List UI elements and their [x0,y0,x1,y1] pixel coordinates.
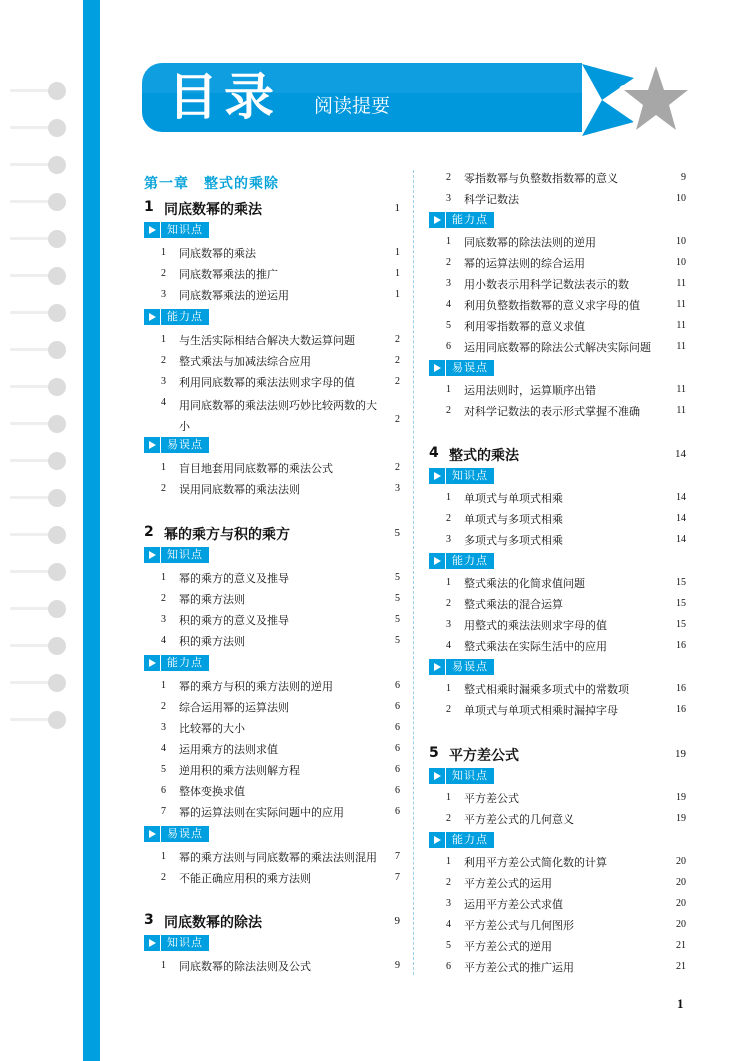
entry-title: 逆用积的乘方法则解方程 [179,764,300,777]
entry-page: 5 [395,593,400,604]
toc-entry[interactable] [144,633,400,651]
entry-number: 4 [446,919,451,930]
toc-entry[interactable] [144,870,400,888]
entry-title: 平方差公式的逆用 [464,940,552,953]
tag-label: 易误点 [161,826,209,842]
page-title: 目录 [168,68,280,126]
entry-page: 6 [395,680,400,691]
section-number: 2 [144,524,154,540]
entry-number: 7 [161,806,166,817]
toc-entry[interactable] [144,266,400,284]
entry-title: 盲目地套用同底数幂的乘法公式 [179,462,333,475]
entry-number: 2 [161,355,166,366]
toc-entry[interactable] [429,790,686,808]
toc-entry[interactable] [144,332,400,350]
entry-title: 幂的乘方的意义及推导 [179,572,289,585]
entry-page: 20 [676,919,686,930]
entry-number: 1 [446,577,451,588]
entry-page: 7 [395,851,400,862]
entry-title: 整式相乘时漏乘多项式中的常数项 [464,683,629,696]
tag-label: 知识点 [161,222,209,238]
entry-title: 平方差公式的推广运用 [464,961,574,974]
toc-entry[interactable] [429,191,686,209]
entry-title: 用小数表示用科学记数法表示的数 [464,278,629,291]
entry-number: 1 [161,851,166,862]
tag-label: 能力点 [161,309,209,325]
entry-page: 9 [681,172,686,183]
entry-number: 1 [161,247,166,258]
entry-title: 幂的运算法则在实际问题中的应用 [179,806,344,819]
entry-title: 运用乘方的法则求值 [179,743,278,756]
entry-page: 11 [676,384,686,395]
entry-page: 9 [395,960,400,971]
section-number: 1 [144,199,154,215]
binder-hole [48,230,66,248]
entry-number: 1 [161,680,166,691]
tag-label: 能力点 [446,832,494,848]
entry-title: 整式乘法与加减法综合应用 [179,355,311,368]
entry-title: 积的乘方法则 [179,635,245,648]
column-divider [413,170,414,975]
entry-page: 6 [395,743,400,754]
entry-title: 单项式与单项式相乘时漏掉字母 [464,704,618,717]
entry-number: 1 [161,572,166,583]
entry-number: 6 [161,785,166,796]
entry-title: 整式乘法的化简求值问题 [464,577,585,590]
entry-title: 运用平方差公式求值 [464,898,563,911]
toc-entry[interactable] [429,318,686,336]
entry-number: 1 [446,492,451,503]
entry-page: 6 [395,701,400,712]
entry-number: 2 [446,877,451,888]
entry-page: 2 [395,334,400,345]
entry-title: 单项式与多项式相乘 [464,513,563,526]
page-number: 1 [677,996,684,1011]
entry-number: 3 [161,376,166,387]
entry-page: 19 [676,792,686,803]
entry-title: 整体变换求值 [179,785,245,798]
entry-page: 6 [395,764,400,775]
entry-number: 4 [446,640,451,651]
toc-entry[interactable] [144,849,400,867]
entry-page: 16 [676,683,686,694]
entry-page: 19 [676,813,686,824]
section-heading[interactable] [144,912,400,932]
entry-title: 误用同底数幂的乘法法则 [179,483,300,496]
entry-title: 运用同底数幂的除法公式解决实际问题 [464,341,651,354]
entry-number: 3 [446,898,451,909]
toc-entry[interactable] [429,575,686,593]
page-subtitle: 阅读提要 [314,95,391,117]
entry-number: 1 [446,236,451,247]
tag-label: 能力点 [446,212,494,228]
entry-title: 利用负整数指数幂的意义求字母的值 [464,299,640,312]
section-title: 幂的乘方与积的乘方 [164,527,290,543]
toc-entry[interactable] [429,681,686,699]
play-triangle-icon [429,360,445,376]
entry-title: 综合运用幂的运算法则 [179,701,289,714]
entry-title: 同底数幂乘法的推广 [179,268,278,281]
toc-entry[interactable] [144,374,400,392]
entry-page: 10 [676,257,686,268]
toc-entry[interactable] [144,353,400,371]
entry-number: 2 [161,593,166,604]
entry-page: 11 [676,320,686,331]
entry-number: 4 [161,635,166,646]
entry-title: 积的乘方的意义及推导 [179,614,289,627]
entry-number: 3 [161,722,166,733]
binder-hole [48,82,66,100]
binder-hole [48,378,66,396]
toc-entry[interactable] [144,958,400,976]
entry-page: 2 [395,376,400,387]
entry-title: 幂的乘方法则与同底数幂的乘法法则混用 [179,851,377,864]
section-page: 19 [675,748,686,760]
entry-page: 1 [395,289,400,300]
entry-title: 整式乘法在实际生活中的应用 [464,640,607,653]
entry-page: 1 [395,247,400,258]
toc-entry[interactable] [429,617,686,635]
toc-entry[interactable] [429,596,686,614]
section-number: 4 [429,445,439,461]
play-triangle-icon [144,222,160,238]
play-triangle-icon [144,826,160,842]
entry-page: 5 [395,572,400,583]
section-title: 整式的乘法 [449,448,519,464]
entry-number: 2 [446,704,451,715]
toc-entry[interactable] [429,532,686,550]
play-triangle-icon [144,655,160,671]
toc-entry[interactable] [429,234,686,252]
toc-entry[interactable] [429,511,686,529]
section-number: 5 [429,745,439,761]
entry-page: 16 [676,704,686,715]
entry-page: 1 [395,268,400,279]
entry-number: 5 [161,764,166,775]
toc-entry[interactable] [144,245,400,263]
binder-hole [48,489,66,507]
entry-page: 2 [395,414,400,425]
entry-number: 1 [446,683,451,694]
entry-title: 用同底数幂的乘法法则巧妙比较两数的大小 [179,399,377,433]
entry-page: 10 [676,193,686,204]
entry-title: 对科学记数法的表示形式掌握不准确 [464,405,640,418]
entry-page: 11 [676,278,686,289]
entry-number: 3 [161,289,166,300]
toc-entry[interactable] [429,170,686,188]
tag-label: 知识点 [161,547,209,563]
section-title: 平方差公式 [449,748,519,764]
toc-entry[interactable] [429,702,686,720]
toc-entry[interactable] [144,287,400,305]
play-triangle-icon [429,212,445,228]
entry-title: 同底数幂乘法的逆运用 [179,289,289,302]
entry-number: 2 [446,598,451,609]
section-heading[interactable] [429,745,686,765]
entry-page: 11 [676,341,686,352]
entry-number: 2 [161,701,166,712]
play-triangle-icon [144,547,160,563]
entry-page: 14 [676,492,686,503]
entry-page: 11 [676,299,686,310]
entry-page: 20 [676,877,686,888]
binder-hole [48,674,66,692]
toc-entry[interactable] [144,741,400,759]
entry-page: 5 [395,635,400,646]
section-heading[interactable] [144,524,400,544]
play-triangle-icon [144,309,160,325]
binder-hole [48,156,66,174]
entry-number: 6 [446,961,451,972]
toc-entry[interactable] [429,297,686,315]
tag-label: 知识点 [446,768,494,784]
entry-page: 6 [395,785,400,796]
section-page: 9 [394,915,400,927]
entry-title: 平方差公式的几何意义 [464,813,574,826]
entry-page: 5 [395,614,400,625]
binder-hole [48,341,66,359]
tag-label: 能力点 [161,655,209,671]
toc-entry[interactable] [429,959,686,977]
entry-title: 利用同底数幂的乘法法则求字母的值 [179,376,355,389]
tag-label: 易误点 [161,437,209,453]
play-triangle-icon [429,768,445,784]
binder-hole [48,526,66,544]
entry-page: 6 [395,806,400,817]
tag-label: 知识点 [446,468,494,484]
entry-number: 1 [161,462,166,473]
section-title: 同底数幂的除法 [164,915,262,931]
binder-hole [48,711,66,729]
binder-hole [48,304,66,322]
entry-number: 2 [446,513,451,524]
entry-number: 6 [446,341,451,352]
section-heading[interactable] [429,445,686,465]
entry-number: 5 [446,320,451,331]
toc-entry[interactable] [144,678,400,696]
entry-number: 1 [161,960,166,971]
entry-number: 2 [161,872,166,883]
toc-entry[interactable] [144,481,400,499]
toc-entry[interactable] [429,382,686,400]
entry-title: 零指数幂与负整数指数幂的意义 [464,172,618,185]
entry-number: 3 [446,619,451,630]
section-heading[interactable] [144,199,400,219]
section-number: 3 [144,912,154,928]
play-triangle-icon [144,935,160,951]
toc-entry[interactable] [429,854,686,872]
toc-entry[interactable] [429,917,686,935]
entry-title: 平方差公式的运用 [464,877,552,890]
section-page: 14 [675,448,686,460]
entry-title: 与生活实际相结合解决大数运算问题 [179,334,355,347]
entry-page: 15 [676,619,686,630]
entry-page: 3 [395,483,400,494]
toc-entry[interactable] [429,403,686,421]
entry-page: 6 [395,722,400,733]
entry-number: 3 [446,193,451,204]
play-triangle-icon [429,553,445,569]
entry-title: 幂的乘方与积的乘方法则的逆用 [179,680,333,693]
tag-label: 易误点 [446,659,494,675]
toc-entry[interactable] [144,804,400,822]
star-icon [560,60,690,140]
entry-number: 2 [161,268,166,279]
entry-number: 2 [161,483,166,494]
toc-entry[interactable] [144,591,400,609]
binder-hole [48,415,66,433]
entry-title: 运用法则时，运算顺序出错 [464,384,596,397]
entry-page: 21 [676,961,686,972]
play-triangle-icon [429,659,445,675]
binder-hole [48,193,66,211]
entry-number: 1 [446,856,451,867]
entry-title: 用整式的乘法法则求字母的值 [464,619,607,632]
entry-title: 利用零指数幂的意义求值 [464,320,585,333]
entry-page: 20 [676,898,686,909]
toc-entry[interactable] [144,395,400,433]
toc-entry[interactable] [144,762,400,780]
entry-number: 2 [446,257,451,268]
entry-number: 3 [161,614,166,625]
entry-title: 同底数幂的乘法 [179,247,256,260]
section-page: 1 [394,202,400,214]
chapter-heading: 第一章 整式的乘除 [144,176,279,192]
toc-entry[interactable] [144,699,400,717]
entry-title: 比较幂的大小 [179,722,245,735]
binder-hole [48,637,66,655]
toc-entry[interactable] [429,276,686,294]
entry-title: 平方差公式与几何图形 [464,919,574,932]
entry-page: 2 [395,355,400,366]
toc-entry[interactable] [429,490,686,508]
toc-entry[interactable] [429,638,686,656]
entry-number: 1 [446,384,451,395]
entry-page: 14 [676,534,686,545]
binder-hole [48,563,66,581]
entry-page: 16 [676,640,686,651]
binder-band [83,0,100,1061]
entry-page: 20 [676,856,686,867]
toc-entry[interactable] [429,255,686,273]
entry-title: 多项式与多项式相乘 [464,534,563,547]
entry-number: 4 [446,299,451,310]
entry-page: 7 [395,872,400,883]
entry-number: 4 [161,397,166,408]
entry-number: 2 [446,405,451,416]
entry-title: 整式乘法的混合运算 [464,598,563,611]
entry-number: 2 [446,813,451,824]
toc-entry[interactable] [144,612,400,630]
play-triangle-icon [429,832,445,848]
title-banner [142,63,582,132]
binder-hole [48,452,66,470]
entry-number: 2 [446,172,451,183]
entry-number: 5 [446,940,451,951]
section-page: 5 [394,527,400,539]
entry-page: 11 [676,405,686,416]
toc-entry[interactable] [144,570,400,588]
tag-label: 易误点 [446,360,494,376]
entry-title: 幂的运算法则的综合运用 [464,257,585,270]
entry-number: 1 [446,792,451,803]
entry-title: 单项式与单项式相乘 [464,492,563,505]
toc-entry[interactable] [429,896,686,914]
toc-entry[interactable] [144,460,400,478]
binder-hole [48,600,66,618]
play-triangle-icon [429,468,445,484]
entry-page: 15 [676,598,686,609]
entry-page: 14 [676,513,686,524]
toc-entry[interactable] [429,339,686,357]
entry-title: 利用平方差公式简化数的计算 [464,856,607,869]
entry-number: 3 [446,534,451,545]
entry-number: 1 [161,334,166,345]
toc-entry[interactable] [429,811,686,829]
toc-entry[interactable] [429,938,686,956]
entry-number: 4 [161,743,166,754]
entry-number: 3 [446,278,451,289]
entry-title: 幂的乘方法则 [179,593,245,606]
toc-entry[interactable] [144,783,400,801]
section-title: 同底数幂的乘法 [164,202,262,218]
tag-label: 知识点 [161,935,209,951]
binder-hole [48,119,66,137]
play-triangle-icon [144,437,160,453]
entry-title: 同底数幂的除法法则及公式 [179,960,311,973]
toc-entry[interactable] [144,720,400,738]
entry-title: 科学记数法 [464,193,519,206]
entry-page: 21 [676,940,686,951]
entry-page: 2 [395,462,400,473]
entry-title: 不能正确应用积的乘方法则 [179,872,311,885]
entry-title: 平方差公式 [464,792,519,805]
entry-title: 同底数幂的除法法则的逆用 [464,236,596,249]
binder-hole [48,267,66,285]
toc-entry[interactable] [429,875,686,893]
entry-page: 15 [676,577,686,588]
entry-page: 10 [676,236,686,247]
binder-strip [0,0,100,1061]
tag-label: 能力点 [446,553,494,569]
